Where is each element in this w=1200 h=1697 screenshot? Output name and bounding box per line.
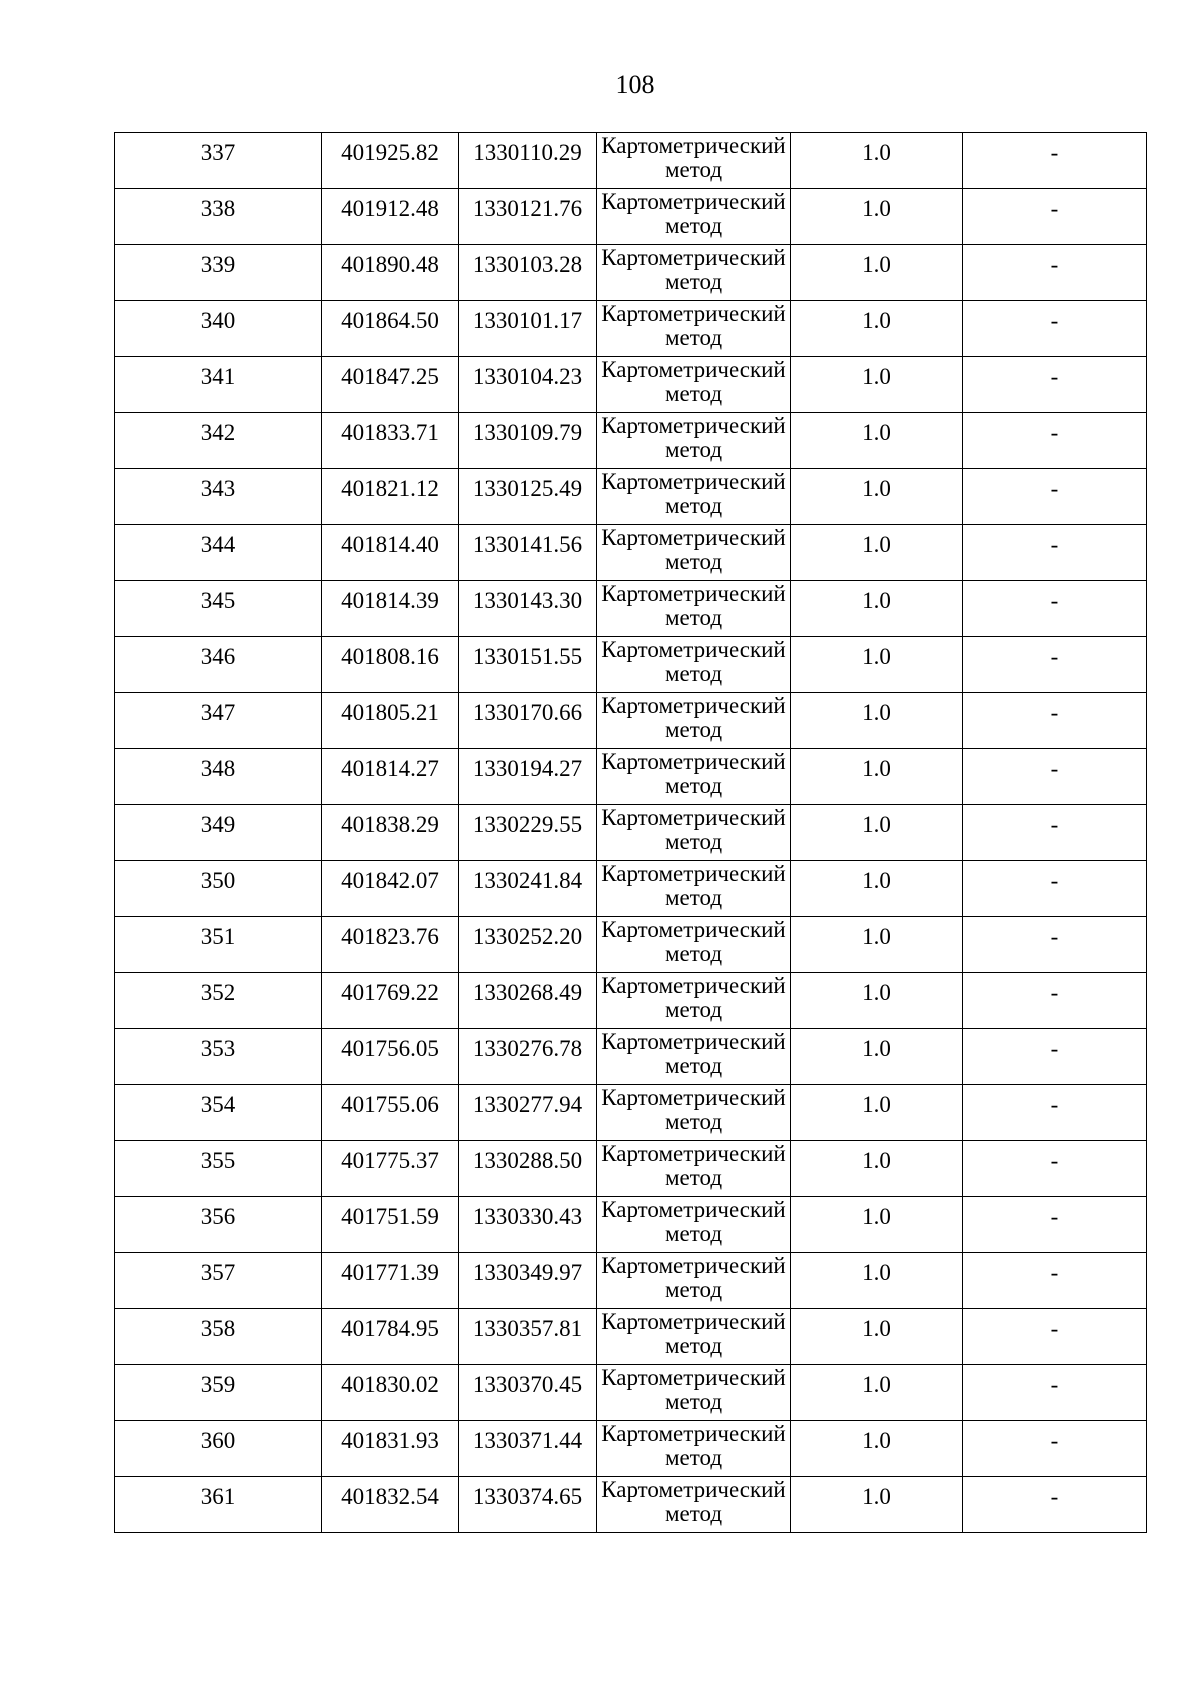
y-coordinate-cell: 1330103.28 — [459, 245, 597, 301]
accuracy-cell: 1.0 — [791, 245, 963, 301]
accuracy-cell: 1.0 — [791, 1421, 963, 1477]
method-line1: Картометрический — [601, 749, 786, 774]
accuracy-cell: 1.0 — [791, 1477, 963, 1533]
method-line2: метод — [664, 1221, 723, 1246]
x-coordinate-cell: 401755.06 — [322, 1085, 459, 1141]
method-line1: Картометрический — [601, 245, 786, 270]
note-cell: - — [963, 693, 1147, 749]
note-cell: - — [963, 581, 1147, 637]
accuracy-cell: 1.0 — [791, 1365, 963, 1421]
point-number-cell: 361 — [115, 1477, 322, 1533]
note-cell: - — [963, 973, 1147, 1029]
method-line1: Картометрический — [601, 973, 786, 998]
table-row — [115, 749, 1147, 805]
point-number-cell: 349 — [115, 805, 322, 861]
method-cell — [597, 805, 791, 861]
table-row — [115, 1477, 1147, 1533]
x-coordinate-cell: 401838.29 — [322, 805, 459, 861]
method-line2: метод — [664, 325, 723, 350]
point-number-cell: 352 — [115, 973, 322, 1029]
method-line1: Картометрический — [601, 805, 786, 830]
x-coordinate-cell: 401925.82 — [322, 133, 459, 189]
y-coordinate-cell: 1330125.49 — [459, 469, 597, 525]
table-row — [115, 1365, 1147, 1421]
method-line2: метод — [664, 605, 723, 630]
x-coordinate-cell: 401842.07 — [322, 861, 459, 917]
x-coordinate-cell: 401847.25 — [322, 357, 459, 413]
method-line1: Картометрический — [601, 469, 786, 494]
note-cell: - — [963, 1365, 1147, 1421]
method-line1: Картометрический — [601, 133, 786, 158]
table-row — [115, 973, 1147, 1029]
table-row — [115, 301, 1147, 357]
point-number-cell: 355 — [115, 1141, 322, 1197]
point-number-cell: 347 — [115, 693, 322, 749]
method-line2: метод — [664, 1389, 723, 1414]
accuracy-cell: 1.0 — [791, 469, 963, 525]
point-number-cell: 337 — [115, 133, 322, 189]
x-coordinate-cell: 401831.93 — [322, 1421, 459, 1477]
accuracy-cell: 1.0 — [791, 637, 963, 693]
x-coordinate-cell: 401771.39 — [322, 1253, 459, 1309]
table-row — [115, 1141, 1147, 1197]
accuracy-cell: 1.0 — [791, 357, 963, 413]
y-coordinate-cell: 1330288.50 — [459, 1141, 597, 1197]
table-row — [115, 133, 1147, 189]
accuracy-cell: 1.0 — [791, 805, 963, 861]
note-cell: - — [963, 861, 1147, 917]
table-row — [115, 1029, 1147, 1085]
page-number: 108 — [615, 70, 655, 99]
accuracy-cell: 1.0 — [791, 525, 963, 581]
table-row — [115, 1085, 1147, 1141]
note-cell: - — [963, 1085, 1147, 1141]
method-line2: метод — [664, 1109, 723, 1134]
method-cell — [597, 973, 791, 1029]
y-coordinate-cell: 1330141.56 — [459, 525, 597, 581]
note-cell: - — [963, 1421, 1147, 1477]
method-line2: метод — [664, 941, 723, 966]
x-coordinate-cell: 401805.21 — [322, 693, 459, 749]
y-coordinate-cell: 1330374.65 — [459, 1477, 597, 1533]
y-coordinate-cell: 1330110.29 — [459, 133, 597, 189]
y-coordinate-cell: 1330143.30 — [459, 581, 597, 637]
method-line1: Картометрический — [601, 637, 786, 662]
accuracy-cell: 1.0 — [791, 861, 963, 917]
x-coordinate-cell: 401912.48 — [322, 189, 459, 245]
y-coordinate-cell: 1330101.17 — [459, 301, 597, 357]
y-coordinate-cell: 1330252.20 — [459, 917, 597, 973]
table-row — [115, 469, 1147, 525]
method-cell — [597, 861, 791, 917]
x-coordinate-cell: 401784.95 — [322, 1309, 459, 1365]
method-line2: метод — [664, 1277, 723, 1302]
note-cell: - — [963, 525, 1147, 581]
method-cell — [597, 1477, 791, 1533]
method-cell — [597, 1309, 791, 1365]
point-number-cell: 346 — [115, 637, 322, 693]
method-line2: метод — [664, 213, 723, 238]
accuracy-cell: 1.0 — [791, 1253, 963, 1309]
method-cell — [597, 189, 791, 245]
x-coordinate-cell: 401808.16 — [322, 637, 459, 693]
y-coordinate-cell: 1330330.43 — [459, 1197, 597, 1253]
method-line2: метод — [664, 1501, 723, 1526]
method-line2: метод — [664, 885, 723, 910]
point-number-cell: 351 — [115, 917, 322, 973]
method-cell — [597, 637, 791, 693]
method-line2: метод — [664, 1165, 723, 1190]
method-line1: Картометрический — [601, 861, 786, 886]
x-coordinate-cell: 401756.05 — [322, 1029, 459, 1085]
point-number-cell: 357 — [115, 1253, 322, 1309]
method-cell — [597, 917, 791, 973]
x-coordinate-cell: 401751.59 — [322, 1197, 459, 1253]
method-line1: Картометрический — [601, 1477, 786, 1502]
method-cell — [597, 133, 791, 189]
method-cell — [597, 1197, 791, 1253]
point-number-cell: 341 — [115, 357, 322, 413]
note-cell: - — [963, 301, 1147, 357]
table-row — [115, 917, 1147, 973]
method-line1: Картометрический — [601, 1421, 786, 1446]
method-cell — [597, 245, 791, 301]
point-number-cell: 348 — [115, 749, 322, 805]
accuracy-cell: 1.0 — [791, 973, 963, 1029]
method-cell — [597, 1253, 791, 1309]
method-line2: метод — [664, 493, 723, 518]
method-cell — [597, 1141, 791, 1197]
table-row — [115, 413, 1147, 469]
point-number-cell: 360 — [115, 1421, 322, 1477]
note-cell: - — [963, 1197, 1147, 1253]
x-coordinate-cell: 401832.54 — [322, 1477, 459, 1533]
coordinates-table-body — [115, 133, 1147, 1533]
method-line1: Картометрический — [601, 1365, 786, 1390]
y-coordinate-cell: 1330268.49 — [459, 973, 597, 1029]
accuracy-cell: 1.0 — [791, 413, 963, 469]
method-line1: Картометрический — [601, 301, 786, 326]
y-coordinate-cell: 1330357.81 — [459, 1309, 597, 1365]
note-cell: - — [963, 637, 1147, 693]
table-row — [115, 693, 1147, 749]
accuracy-cell: 1.0 — [791, 1085, 963, 1141]
x-coordinate-cell: 401833.71 — [322, 413, 459, 469]
accuracy-cell: 1.0 — [791, 917, 963, 973]
note-cell: - — [963, 749, 1147, 805]
note-cell: - — [963, 1029, 1147, 1085]
method-cell — [597, 693, 791, 749]
x-coordinate-cell: 401814.27 — [322, 749, 459, 805]
point-number-cell: 338 — [115, 189, 322, 245]
method-line1: Картометрический — [601, 413, 786, 438]
y-coordinate-cell: 1330170.66 — [459, 693, 597, 749]
note-cell: - — [963, 805, 1147, 861]
y-coordinate-cell: 1330371.44 — [459, 1421, 597, 1477]
method-line1: Картометрический — [601, 917, 786, 942]
table-row — [115, 357, 1147, 413]
table-row — [115, 1197, 1147, 1253]
accuracy-cell: 1.0 — [791, 133, 963, 189]
method-line2: метод — [664, 1445, 723, 1470]
point-number-cell: 345 — [115, 581, 322, 637]
method-line2: метод — [664, 157, 723, 182]
note-cell: - — [963, 1309, 1147, 1365]
accuracy-cell: 1.0 — [791, 749, 963, 805]
method-line2: метод — [664, 549, 723, 574]
y-coordinate-cell: 1330229.55 — [459, 805, 597, 861]
method-line1: Картометрический — [601, 581, 786, 606]
x-coordinate-cell: 401864.50 — [322, 301, 459, 357]
method-cell — [597, 525, 791, 581]
point-number-cell: 359 — [115, 1365, 322, 1421]
note-cell: - — [963, 357, 1147, 413]
method-line1: Картометрический — [601, 357, 786, 382]
method-line2: метод — [664, 1053, 723, 1078]
table-row — [115, 245, 1147, 301]
method-cell — [597, 581, 791, 637]
method-line1: Картометрический — [601, 525, 786, 550]
table-row — [115, 861, 1147, 917]
y-coordinate-cell: 1330104.23 — [459, 357, 597, 413]
x-coordinate-cell: 401775.37 — [322, 1141, 459, 1197]
method-cell — [597, 1029, 791, 1085]
y-coordinate-cell: 1330121.76 — [459, 189, 597, 245]
point-number-cell: 358 — [115, 1309, 322, 1365]
method-line1: Картометрический — [601, 1029, 786, 1054]
y-coordinate-cell: 1330109.79 — [459, 413, 597, 469]
method-line1: Картометрический — [601, 1197, 786, 1222]
y-coordinate-cell: 1330241.84 — [459, 861, 597, 917]
method-cell — [597, 749, 791, 805]
point-number-cell: 344 — [115, 525, 322, 581]
method-line1: Картометрический — [601, 1309, 786, 1334]
x-coordinate-cell: 401830.02 — [322, 1365, 459, 1421]
method-cell — [597, 413, 791, 469]
method-line2: метод — [664, 829, 723, 854]
x-coordinate-cell: 401769.22 — [322, 973, 459, 1029]
point-number-cell: 350 — [115, 861, 322, 917]
method-line2: метод — [664, 773, 723, 798]
note-cell: - — [963, 189, 1147, 245]
table-row — [115, 637, 1147, 693]
accuracy-cell: 1.0 — [791, 189, 963, 245]
method-line2: метод — [664, 437, 723, 462]
coordinates-table — [114, 132, 1147, 1533]
note-cell: - — [963, 1253, 1147, 1309]
point-number-cell: 343 — [115, 469, 322, 525]
method-cell — [597, 1421, 791, 1477]
accuracy-cell: 1.0 — [791, 301, 963, 357]
method-line1: Картометрический — [601, 1085, 786, 1110]
table-row — [115, 1253, 1147, 1309]
point-number-cell: 340 — [115, 301, 322, 357]
x-coordinate-cell: 401821.12 — [322, 469, 459, 525]
table-row — [115, 1421, 1147, 1477]
accuracy-cell: 1.0 — [791, 693, 963, 749]
table-row — [115, 581, 1147, 637]
method-cell — [597, 357, 791, 413]
method-line1: Картометрический — [601, 189, 786, 214]
y-coordinate-cell: 1330277.94 — [459, 1085, 597, 1141]
note-cell: - — [963, 245, 1147, 301]
y-coordinate-cell: 1330194.27 — [459, 749, 597, 805]
y-coordinate-cell: 1330370.45 — [459, 1365, 597, 1421]
table-row — [115, 525, 1147, 581]
table-row — [115, 1309, 1147, 1365]
method-line1: Картометрический — [601, 1141, 786, 1166]
method-line2: метод — [664, 269, 723, 294]
point-number-cell: 353 — [115, 1029, 322, 1085]
y-coordinate-cell: 1330151.55 — [459, 637, 597, 693]
method-cell — [597, 469, 791, 525]
x-coordinate-cell: 401814.39 — [322, 581, 459, 637]
note-cell: - — [963, 1477, 1147, 1533]
note-cell: - — [963, 133, 1147, 189]
x-coordinate-cell: 401823.76 — [322, 917, 459, 973]
point-number-cell: 339 — [115, 245, 322, 301]
accuracy-cell: 1.0 — [791, 1197, 963, 1253]
method-line1: Картометрический — [601, 1253, 786, 1278]
method-line2: метод — [664, 661, 723, 686]
point-number-cell: 356 — [115, 1197, 322, 1253]
table-row — [115, 805, 1147, 861]
accuracy-cell: 1.0 — [791, 1309, 963, 1365]
note-cell: - — [963, 1141, 1147, 1197]
point-number-cell: 342 — [115, 413, 322, 469]
method-cell — [597, 1365, 791, 1421]
method-cell — [597, 1085, 791, 1141]
x-coordinate-cell: 401890.48 — [322, 245, 459, 301]
note-cell: - — [963, 469, 1147, 525]
table-row — [115, 189, 1147, 245]
x-coordinate-cell: 401814.40 — [322, 525, 459, 581]
point-number-cell: 354 — [115, 1085, 322, 1141]
accuracy-cell: 1.0 — [791, 581, 963, 637]
accuracy-cell: 1.0 — [791, 1141, 963, 1197]
y-coordinate-cell: 1330276.78 — [459, 1029, 597, 1085]
method-line2: метод — [664, 1333, 723, 1358]
method-line1: Картометрический — [601, 693, 786, 718]
method-line2: метод — [664, 717, 723, 742]
method-cell — [597, 301, 791, 357]
accuracy-cell: 1.0 — [791, 1029, 963, 1085]
note-cell: - — [963, 917, 1147, 973]
method-line2: метод — [664, 997, 723, 1022]
note-cell: - — [963, 413, 1147, 469]
method-line2: метод — [664, 381, 723, 406]
y-coordinate-cell: 1330349.97 — [459, 1253, 597, 1309]
